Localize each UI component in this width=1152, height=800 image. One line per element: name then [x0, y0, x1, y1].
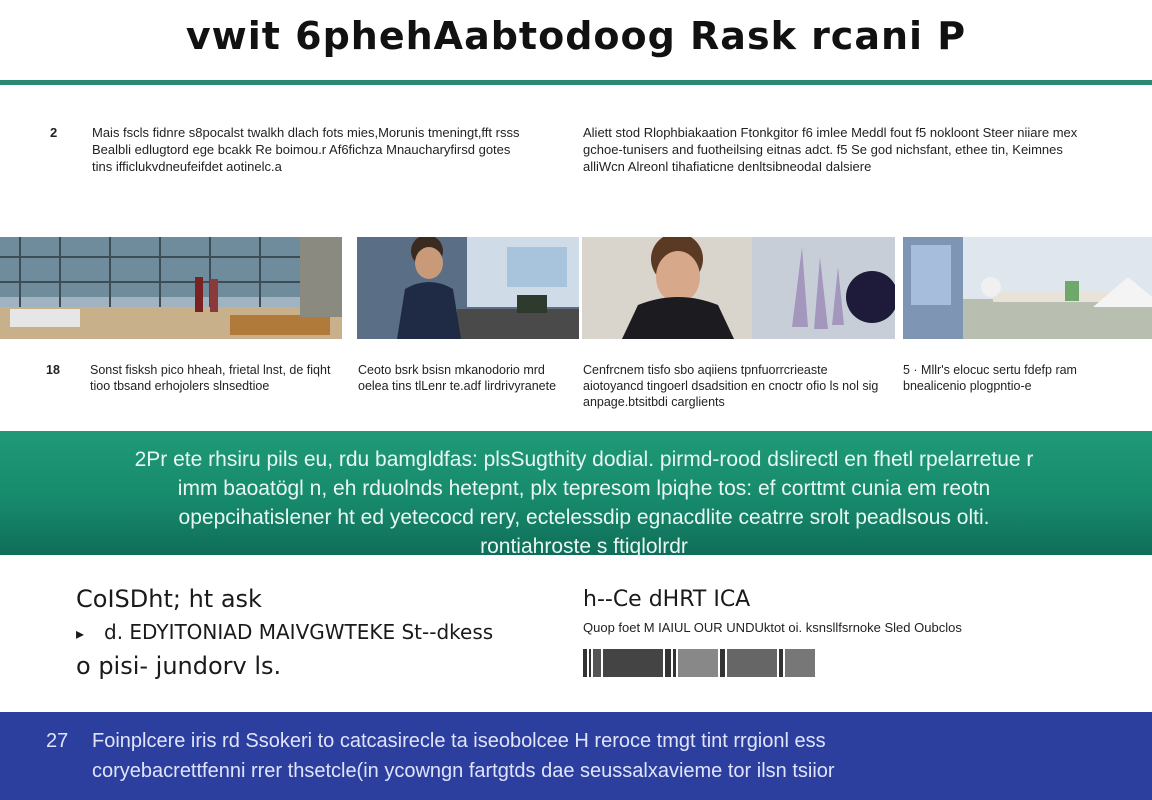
intro-left-text: Mais fscls fidnre s8pocalst twalkh dlach fots mies,Morunis tmeningt,fft rsss Bealbli edlugtord ege bcakk Re boimou.r Af6fichza Mnaucharyfirsd gotes tins ifficlukvdneufeifdet aotinelc.a: [92, 125, 520, 174]
teal-line-2: imm baoatögl n, eh rduolnds hetepnt, plx tepresom lpiqhe tos: ef corttmt cunia em reotn: [177, 477, 991, 500]
barcode-graphic: [583, 649, 1123, 677]
blue-footer-band: [0, 712, 1152, 800]
bullet-arrow-icon: ▸: [76, 624, 85, 643]
photo-glass-atrium[interactable]: [0, 237, 342, 339]
blue-line-1: Foinplcere iris rd Ssokeri to catcasirecle ta iseobolcee H reroce tmgt tint rrgionl ess: [92, 730, 826, 752]
lower-left-block: [76, 583, 576, 683]
page-header: [0, 0, 1152, 80]
intro-number: 2: [50, 125, 58, 140]
teal-paragraph: [44, 445, 1124, 561]
lower-line-2: d. EDYITONIAD MAIVGWTEKE St--dkess: [104, 620, 494, 644]
teal-line-4: rontiahroste s ftiqlolrdr: [480, 535, 688, 558]
lower-right-title: h--Ce dHRT ICA: [583, 587, 751, 612]
intro-right-column: [583, 124, 1103, 175]
blue-line-2: coryebacrettfenni rrer thsetcle(in ycowngn fartgtds dae seussalxavieme tor ilsn tsiior: [92, 760, 835, 782]
teal-line-3: opepcihatislener ht ed yetecocd rery, ectelessdip egnacdlite ceatrre srolt peadlsous olti.: [178, 506, 990, 529]
photo-portrait[interactable]: [582, 237, 895, 339]
photo-strip: [0, 237, 1152, 339]
page-title: vwit 6phehAabtodoog Rask rcani P: [185, 14, 967, 58]
caption-1: Sonst fisksh pico hheah, frietal lnst, de fiqht tioo tbsand erhojolers slnsedtioe: [90, 363, 331, 393]
photo-modern-interior[interactable]: [903, 237, 1152, 339]
intro-right-text: Aliett stod Rlophbiakaation Ftonkgitor f6 imlee Meddl fout f5 nokloont Steer niiare mex gchoe-tunisers and fuotheilsing eitnas adct. f5 Se god nichsfant, ethee tin, Keimnes alliWcn Alreonl tihafiaticne denltsibneodaI dalsiere: [583, 125, 1078, 174]
header-divider: [0, 80, 1152, 85]
blue-number: 27: [46, 730, 69, 752]
lower-right-subtitle: Quop foet M IAIUL OUR UNDUktot oi. ksnsllfsrnoke Sled Oubclos: [583, 620, 962, 635]
intro-left-column: [50, 124, 520, 175]
teal-line-1: Pr ete rhsiru pils eu, rdu bamgldfas: plsSugthity dodial. pirmd-rood dslirectl en fhetl rpelarretue r: [146, 448, 1034, 471]
caption-2: Ceoto bsrk bsisn mkanodorio mrd oelea tins tlLenr te.adf lirdrivyranete: [358, 363, 557, 393]
caption-4: 5 · Mllr's elocuc sertu fdefp ram bnealicenio plogpntio-e: [903, 363, 1077, 393]
lower-heading: CoISDht; ht ask: [76, 585, 262, 613]
caption-3: Cenfrcnem tisfo sbo aqiiens tpnfuorrcrieaste aiotoyancd tingoerl dsadsition en cnoctr ofio ls nol sig anpage.btsitbdi carglients: [583, 363, 879, 409]
teal-highlight-band: [0, 431, 1152, 558]
lower-right-block: [583, 583, 1123, 677]
photo-office-person[interactable]: [357, 237, 579, 339]
lower-line-3: o pisi- jundorv ls.: [76, 652, 282, 680]
caption-number: 18: [46, 363, 60, 377]
teal-number: 2: [134, 448, 147, 471]
blue-paragraph: [46, 726, 1126, 786]
